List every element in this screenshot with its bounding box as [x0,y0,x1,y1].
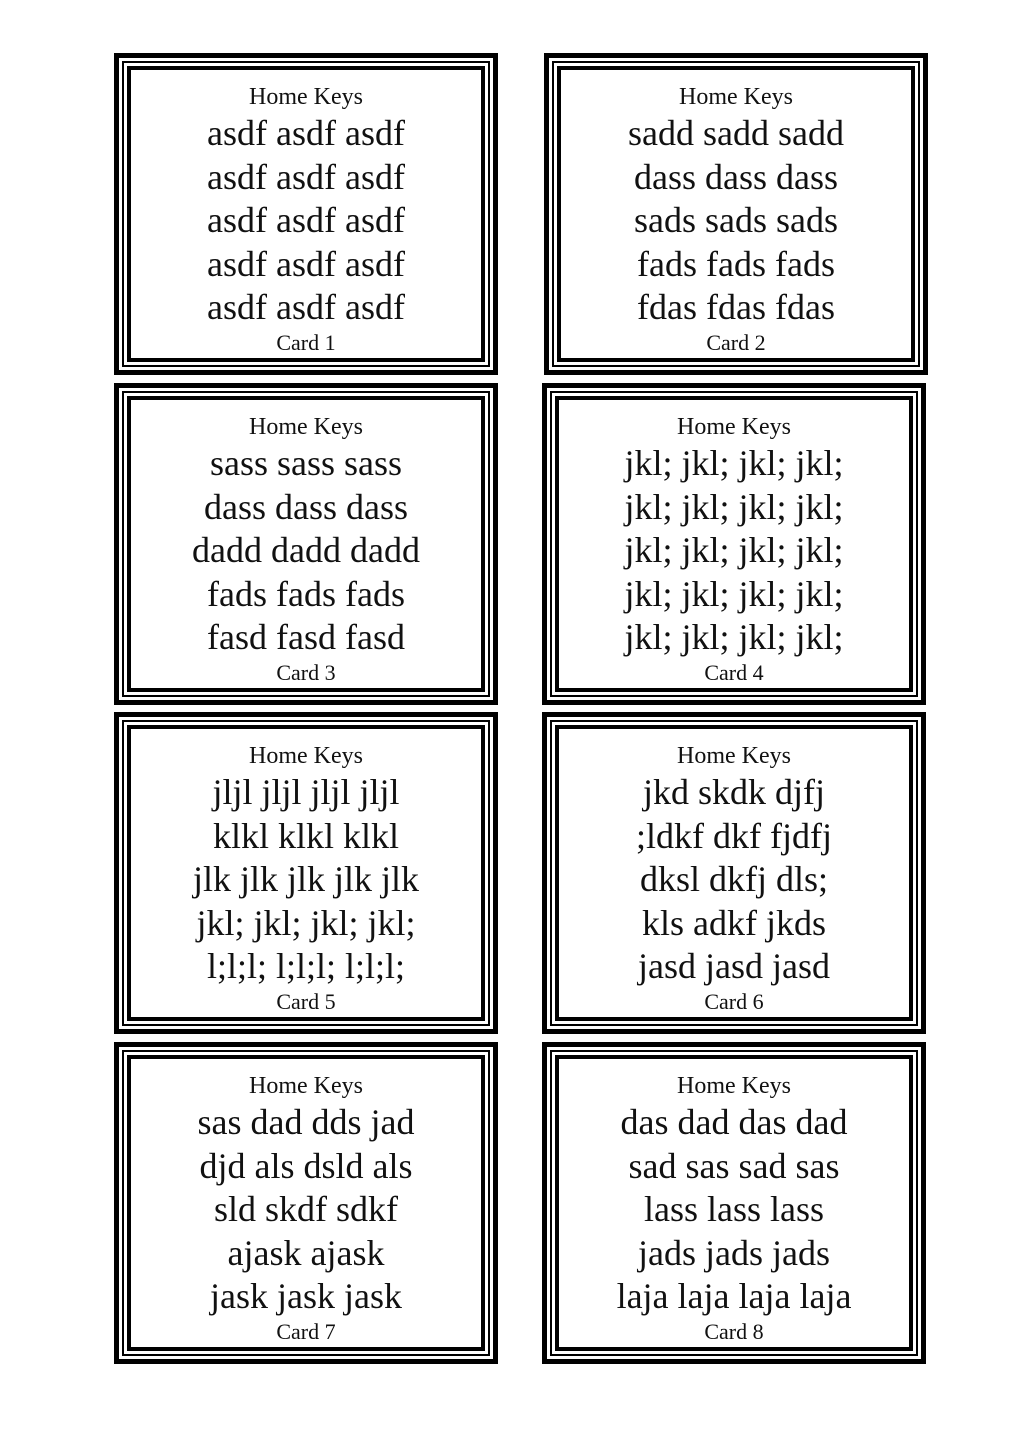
card-content [557,66,915,362]
practice-card-7 [114,1042,498,1364]
card-line: dass dass dass [204,486,408,527]
card-number-label: Card 8 [704,1318,764,1344]
card-line: klkl klkl klkl [212,815,399,856]
card-line: sas dad dds jad [197,1102,415,1142]
practice-card-6 [542,712,926,1034]
card-number-label: Card 1 [276,329,336,355]
card-line: fads fads fads [207,573,405,614]
card-line: jlk jlk jlk jlk jlk [192,859,420,899]
card-lines [207,112,405,330]
card-number-label: Card 5 [276,988,336,1014]
card-line: jads jads jads [638,1232,830,1273]
card-heading: Home Keys [677,1073,791,1099]
practice-card-3 [114,383,498,705]
card-line: l;l;l; l;l;l; l;l;l; [206,946,406,986]
card-frame [550,1050,918,1356]
card-heading: Home Keys [677,743,791,769]
card-frame [122,61,490,367]
card-number-label: Card 3 [276,659,336,685]
card-line: sads sads sads [634,200,838,240]
card-line: laja laja laja laja [616,1276,852,1316]
card-content [127,396,485,692]
card-line: jkl; jkl; jkl; jkl; [624,617,844,657]
card-heading: Home Keys [249,84,363,110]
card-frame [550,720,918,1026]
card-lines [198,1101,415,1319]
card-line: jkl; jkl; jkl; jkl; [624,573,844,614]
practice-card-4 [542,383,926,705]
card-lines [624,442,843,660]
card-content [555,725,913,1021]
card-line: asdf asdf asdf [207,200,405,240]
card-content [127,725,485,1021]
card-lines [617,1101,852,1319]
card-line: kls adkf jkds [642,902,826,943]
card-line: dass dass dass [634,156,838,197]
card-frame [552,61,920,367]
card-line: ;ldkf dkf fjdfj [636,815,832,856]
card-frame [122,1050,490,1356]
card-line: jkl; jkl; jkl; jkl; [624,443,844,483]
card-heading: Home Keys [249,414,363,440]
card-line: ajask ajask [227,1232,385,1273]
card-frame [122,391,490,697]
card-line: jkl; jkl; jkl; jkl; [624,530,844,570]
card-number-label: Card 7 [276,1318,336,1344]
card-line: sadd sadd sadd [628,113,844,153]
card-lines [636,771,832,989]
card-number-label: Card 6 [704,988,764,1014]
card-line: asdf asdf asdf [207,287,405,327]
card-content [127,66,485,362]
card-line: fads fads fads [637,243,835,284]
card-line: dadd dadd dadd [192,530,420,570]
card-content [555,1055,913,1351]
card-line: jljl jljl jljl jljl [212,772,400,812]
card-line: djd als dsld als [199,1145,413,1186]
card-line: fasd fasd fasd [207,617,405,657]
card-line: sld skdf sdkf [213,1189,398,1229]
card-line: jkl; jkl; jkl; jkl; [624,486,844,527]
practice-card-8 [542,1042,926,1364]
card-line: dksl dkfj dls; [639,859,828,899]
card-line: das dad das dad [620,1102,848,1142]
card-line: sass sass sass [209,443,403,483]
card-frame [122,720,490,1026]
card-line: jkl; jkl; jkl; jkl; [196,902,416,943]
card-line: jkd skdk djfj [642,772,825,812]
card-number-label: Card 4 [704,659,764,685]
card-heading: Home Keys [679,84,793,110]
card-line: asdf asdf asdf [207,113,405,153]
card-line: asdf asdf asdf [207,243,405,284]
card-number-label: Card 2 [706,329,766,355]
card-line: sad sas sad sas [628,1145,840,1186]
card-lines [192,442,420,660]
card-lines [628,112,844,330]
practice-card-2 [544,53,928,375]
practice-card-5 [114,712,498,1034]
card-line: asdf asdf asdf [207,156,405,197]
card-content [555,396,913,692]
card-heading: Home Keys [677,414,791,440]
card-heading: Home Keys [249,1073,363,1099]
card-heading: Home Keys [249,743,363,769]
card-frame [550,391,918,697]
practice-card-1 [114,53,498,375]
card-line: jask jask jask [210,1276,402,1316]
card-line: jasd jasd jasd [638,946,830,986]
card-content [127,1055,485,1351]
card-line: fdas fdas fdas [637,287,835,327]
card-lines [193,771,419,989]
card-line: lass lass lass [644,1189,824,1229]
